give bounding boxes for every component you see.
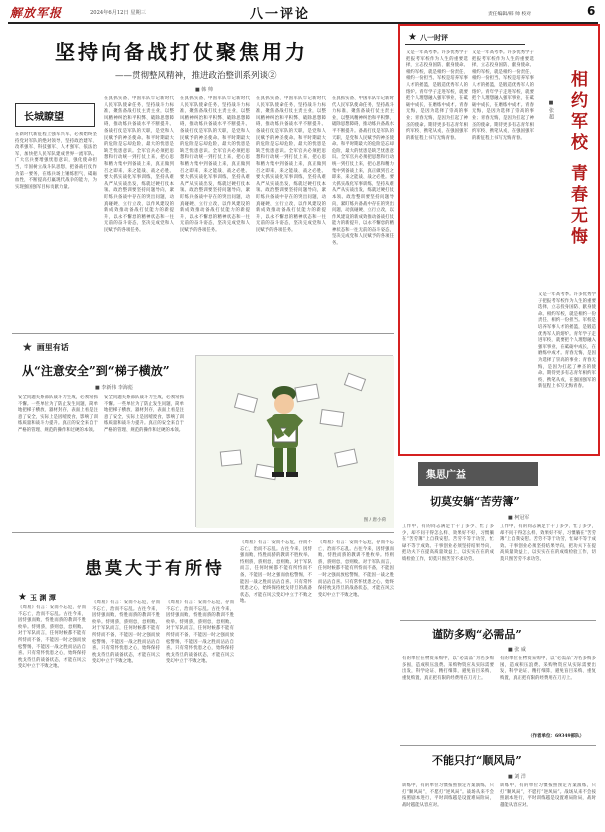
changcheng-column-label: 长城瞭望 bbox=[24, 112, 64, 123]
cartoon-section-label: ★ 画里有话 bbox=[22, 340, 69, 354]
jisi-article-3-body-col1: 训练中，有的单位习惯按照预定方案演练，只打“顺风局”，不愿打“逆风局”。战场从来不会按照剧本进行，平时训练越是设置难局险局，战时越能从容应对。 bbox=[402, 783, 494, 808]
commentary-title: 相约军校 青春无悔 bbox=[567, 70, 587, 248]
page-number: 6 bbox=[587, 4, 596, 18]
cartoon-body-col2: 安全问题关系部队战斗力生成，必须常抓不懈。一些单位为了防止发生问题，简单地把梯子横放、器材封存，表面上看是注意了安全，实际上是因噎废食，影响了训练质量和战斗力提升。真正的安全来自于严格的管理、规范的操作和过硬的本领。 bbox=[104, 395, 184, 433]
bottom-article-body-col5: 《周易》有言：安而不忘危，存而不忘亡，治而不忘乱。古往今来，因恃强而败、恃胜而骄的教训不胜枚举。恃则骄，骄则怠，怠则败。对于军队而言，任何时候都不能有所恃而不备，不能因一时之强而放松警惕，不能因一战之胜而沾沾自喜。只有常怀忧患之心，始终保持枕戈待旦的战备状态，才能在风云变幻中立于不败之地。 bbox=[318, 540, 394, 598]
main-article-byline: ■ 韩 帅 bbox=[195, 87, 213, 93]
changcheng-body: 在新时代新征程上强军兴军，必须始终坚持党对军队的绝对领导，坚持政治建军、改革强军、科技强军、人才强军、依法治军，加快把人民军队建成世界一流军队。广大官兵要增强忧患意识，强化使命担当，牢固树立战斗队思想，把备战打仗作为第一要务，在练兵场上锤炼胆气、砥砺血性，不断提高打赢现代战争的能力，为实现强国强军目标贡献力量。 bbox=[15, 132, 97, 190]
commentary-byline: ■ 张 超 bbox=[548, 100, 554, 120]
jisi-article-1-body-col1: 工作中，有的同志满足于干了多少、忙了多少，却不问干得怎么样、效果好不好，习惯躺在“苦劳簿”上自我安慰。苦劳不等于功劳，忙碌不等于成效。干事创业必须坚持结果导向，把功夫下在提高质量效益上，以实实在在的成绩检验工作，切莫只图苦劳不求功劳。 bbox=[402, 524, 494, 562]
main-article-body-col3: 在真抓实备、中国军队牢记新时代人民军队使命任务，坚持战斗力标准，聚焦备战打仗主责主业，以整风精神纠治和平积弊、破除思想障碍，推动练兵备战水平不断提升。备战打仗是军队的天职，是党和人民赋予的神圣使命。和平时期最大的危险是忘却危险，最大的忧患是缺乏忧患意识。全军官兵必须把思想和行动统一到打仗上来，把心思和精力集中到备战上来，真正做到召之即来、来之能战、战之必胜。要大抓实战化军事训练，坚持从难从严从实战出发，练就过硬打仗本领。政治整训要坚持问题导向，紧盯练兵备战中存在的突出问题，动真碰硬、立行立改，以作风建设的新成效推动备战打仗能力的新提升，以永不懈怠的精神状态和一往无前的奋斗姿态，坚决完成党和人民赋予的各项任务。 bbox=[256, 96, 326, 233]
star-icon: ★ bbox=[22, 340, 33, 354]
star-icon: ★ bbox=[408, 32, 417, 43]
bottom-article-top-rule bbox=[12, 532, 394, 533]
commentary-body-col1: 又是一年高考季。许多优秀学子把报考军校作为人生的重要选择，立志投身国防、献身使命。相约军校，就是相约一份责任、相约一份担当。军校是培养军事人才的摇篮，是锻造优秀军人的熔炉。青年学子走进军校，就要把个人理想融入强军事业，在砥砺中成长，在磨练中成才。青春无悔，是因为选择了崇高的事业；青春无悔，是因为扛起了神圣的使命。期待更多有志青年相约军校、携笔从戎，在强国强军的新征程上书写无悔青春。 bbox=[406, 50, 468, 141]
bottom-article-body-col2: 《周易》有言：安而不忘危，存而不忘亡，治而不忘乱。古往今来，因恃强而败、恃胜而骄的教训不胜枚举。恃则骄，骄则怠，怠则败。对于军队而言，任何时候都不能有所恃而不备，不能因一时之强而放松警惕，不能因一战之胜而沾沾自喜。只有常怀忧患之心，始终保持枕戈待旦的战备状态，才能在风云变幻中立于不败之地。 bbox=[92, 600, 160, 665]
jisi-sep-2 bbox=[400, 745, 596, 746]
commentary-body-col3: 又是一年高考季。许多优秀学子把报考军校作为人生的重要选择，立志投身国防、献身使命。相约军校，就是相约一份责任、相约一份担当。军校是培养军事人才的摇篮，是锻造优秀军人的熔炉。青年学子走进军校，就要把个人理想融入强军事业，在砥砺中成长，在磨练中成才。青春无悔，是因为选择了崇高的事业；青春无悔，是因为扛起了神圣的使命。期待更多有志青年相约军校、携笔从戎，在强国强军的新征程上书写无悔青春。 bbox=[538, 292, 596, 390]
jisi-article-2-title: 谨防多购“必需品” bbox=[432, 628, 522, 641]
jisi-article-3-byline: ■ 刘 洋 bbox=[508, 774, 526, 780]
jisi-article-1-byline: ■ 柯冠军 bbox=[508, 515, 530, 521]
changcheng-column-label-box bbox=[15, 103, 95, 127]
commentary-label-rule bbox=[405, 44, 525, 45]
commentary-label: ★ 八一时评 bbox=[408, 32, 448, 43]
main-article-body-col2: 在真抓实备、中国军队牢记新时代人民军队使命任务，坚持战斗力标准，聚焦备战打仗主责主业，以整风精神纠治和平积弊、破除思想障碍，推动练兵备战水平不断提升。备战打仗是军队的天职，是党和人民赋予的神圣使命。和平时期最大的危险是忘却危险，最大的忧患是缺乏忧患意识。全军官兵必须把思想和行动统一到打仗上来，把心思和精力集中到备战上来，真正做到召之即来、来之能战、战之必胜。要大抓实战化军事训练，坚持从难从严从实战出发，练就过硬打仗本领。政治整训要坚持问题导向，紧盯练兵备战中存在的突出问题，动真碰硬、立行立改，以作风建设的新成效推动备战打仗能力的新提升，以永不懈怠的精神状态和一往无前的奋斗姿态，坚决完成党和人民赋予的各项任务。 bbox=[180, 96, 250, 233]
section-title: 八一评论 bbox=[250, 7, 311, 22]
main-article-body-col4: 在真抓实备、中国军队牢记新时代人民军队使命任务，坚持战斗力标准，聚焦备战打仗主责主业，以整风精神纠治和平积弊、破除思想障碍，推动练兵备战水平不断提升。备战打仗是军队的天职，是党和人民赋予的神圣使命。和平时期最大的危险是忘却危险，最大的忧患是缺乏忧患意识。全军官兵必须把思想和行动统一到打仗上来，把心思和精力集中到备战上来，真正做到召之即来、来之能战、战之必胜。要大抓实战化军事训练，坚持从难从严从实战出发，练就过硬打仗本领。政治整训要坚持问题导向，紧盯练兵备战中存在的突出问题，动真碰硬、立行立改，以作风建设的新成效推动备战打仗能力的新提升，以永不懈怠的精神状态和一往无前的奋斗姿态，坚决完成党和人民赋予的各项任务。 bbox=[332, 96, 394, 247]
cartoon-body-col1: 安全问题关系部队战斗力生成，必须常抓不懈。一些单位为了防止发生问题，简单地把梯子横放、器材封存，表面上看是注意了安全，实际上是因噎废食，影响了训练质量和战斗力提升。真正的安全来自于严格的管理、规范的操作和过硬的本领。 bbox=[18, 395, 98, 433]
cartoon-author: 图 / 唐小荷 bbox=[363, 518, 386, 523]
bottom-article-title: 患莫大于有所恃 bbox=[85, 559, 225, 579]
main-article-body-col1: 在真抓实备、中国军队牢记新时代人民军队使命任务，坚持战斗力标准，聚焦备战打仗主责主业，以整风精神纠治和平积弊、破除思想障碍，推动练兵备战水平不断提升。备战打仗是军队的天职，是党和人民赋予的神圣使命。和平时期最大的危险是忘却危险，最大的忧患是缺乏忧患意识。全军官兵必须把思想和行动统一到打仗上来，把心思和精力集中到备战上来，真正做到召之即来、来之能战、战之必胜。要大抓实战化军事训练，坚持从难从严从实战出发，练就过硬打仗本领。政治整训要坚持问题导向，紧盯练兵备战中存在的突出问题，动真碰硬、立行立改，以作风建设的新成效推动备战打仗能力的新提升，以永不懈怠的精神状态和一往无前的奋斗姿态，坚决完成党和人民赋予的各项任务。 bbox=[104, 96, 174, 233]
cartoon-title: 从“注意安全”到“梯子横放” bbox=[22, 364, 170, 378]
cartoon-byline: ■ 李新伟 李海彪 bbox=[95, 385, 133, 391]
cartoon-top-rule bbox=[12, 333, 394, 334]
bottom-article-body-col3: 《周易》有言：安而不忘危，存而不忘亡，治而不忘乱。古往今来，因恃强而败、恃胜而骄的教训不胜枚举。恃则骄，骄则怠，怠则败。对于军队而言，任何时候都不能有所恃而不备，不能因一时之强而放松警惕，不能因一战之胜而沾沾自喜。只有常怀忧患之心，始终保持枕戈待旦的战备状态，才能在风云变幻中立于不败之地。 bbox=[166, 600, 234, 665]
yuyuantan-column-label: ★ 玉 渊 潭 bbox=[18, 592, 56, 603]
masthead-logo: 解放军报 bbox=[10, 6, 63, 20]
jisi-banner bbox=[418, 462, 538, 486]
main-article-subtitle: ——贯彻整风精神，推进政治整训系列谈② bbox=[115, 71, 277, 81]
jisi-article-2-body-col1: 有的单位在物资采购中，以“必需品”为名多购多囤，造成积压浪费。采购物资应从实际需要出发，科学论证、精打细算，避免盲目采购、重复购置，真正把有限的经费用在刀刃上。 bbox=[402, 656, 494, 681]
jisi-article-1-body-col2: 工作中，有的同志满足于干了多少、忙了多少，却不问干得怎么样、效果好不好，习惯躺在“苦劳簿”上自我安慰。苦劳不等于功劳，忙碌不等于成效。干事创业必须坚持结果导向，把功夫下在提高质量效益上，以实实在在的成绩检验工作，切莫只图苦劳不求功劳。 bbox=[500, 524, 596, 562]
jisi-sep-1 bbox=[400, 620, 596, 621]
cartoon-illustration bbox=[195, 355, 393, 527]
jisi-article-3-body-col2: 训练中，有的单位习惯按照预定方案演练，只打“顺风局”，不愿打“逆风局”。战场从来不会按照剧本进行，平时训练越是设置难局险局，战时越能从容应对。 bbox=[500, 783, 596, 808]
main-article-title: 坚持向备战打仗聚焦用力 bbox=[55, 40, 308, 64]
jisi-article-2-body-col2: 有的单位在物资采购中，以“必需品”为名多购多囤，造成积压浪费。采购物资应从实际需要出发，科学论证、精打细算，避免盲目采购、重复购置，真正把有限的经费用在刀刃上。 bbox=[500, 656, 596, 681]
star-icon: ★ bbox=[18, 592, 27, 603]
bottom-article-body-col1: 《周易》有言：安而不忘危，存而不忘亡，治而不忘乱。古往今来，因恃强而败、恃胜而骄的教训不胜枚举。恃则骄，骄则怠，怠则败。对于军队而言，任何时候都不能有所恃而不备，不能因一时之强而放松警惕，不能因一战之胜而沾沾自喜。只有常怀忧患之心，始终保持枕戈待旦的战备状态，才能在风云变幻中立于不败之地。 bbox=[18, 605, 86, 670]
commentary-body-col2: 又是一年高考季。许多优秀学子把报考军校作为人生的重要选择，立志投身国防、献身使命。相约军校，就是相约一份责任、相约一份担当。军校是培养军事人才的摇篮，是锻造优秀军人的熔炉。青年学子走进军校，就要把个人理想融入强军事业，在砥砺中成长，在磨练中成才。青春无悔，是因为选择了崇高的事业；青春无悔，是因为扛起了神圣的使命。期待更多有志青年相约军校、携笔从戎，在强国强军的新征程上书写无悔青春。 bbox=[472, 50, 534, 141]
soldier-with-notices-illustration bbox=[196, 356, 394, 528]
jisi-article-3-title: 不能只打“顺风局” bbox=[432, 754, 522, 767]
jisi-label: 集思广益 bbox=[426, 470, 466, 481]
jisi-article-2-byline: ■ 张 威 bbox=[508, 647, 526, 653]
bottom-article-body-col4: 《周易》有言：安而不忘危，存而不忘亡，治而不忘乱。古往今来，因恃强而败、恃胜而骄的教训不胜枚举。恃则骄，骄则怠，怠则败。对于军队而言，任何时候都不能有所恃而不备，不能因一时之强而放松警惕，不能因一战之胜而沾沾自喜。只有常怀忧患之心，始终保持枕戈待旦的战备状态，才能在风云变幻中立于不败之地。 bbox=[240, 540, 312, 605]
issue-date: 2024年6月12日 星期三 bbox=[90, 10, 146, 16]
jisi-article-2-source: （作者单位：69349部队） bbox=[528, 734, 585, 739]
jisi-article-1-title: 切莫安躺“苦劳簿” bbox=[430, 495, 520, 508]
editor-credit: 责任编辑/韩 帅 校对 bbox=[488, 12, 532, 17]
